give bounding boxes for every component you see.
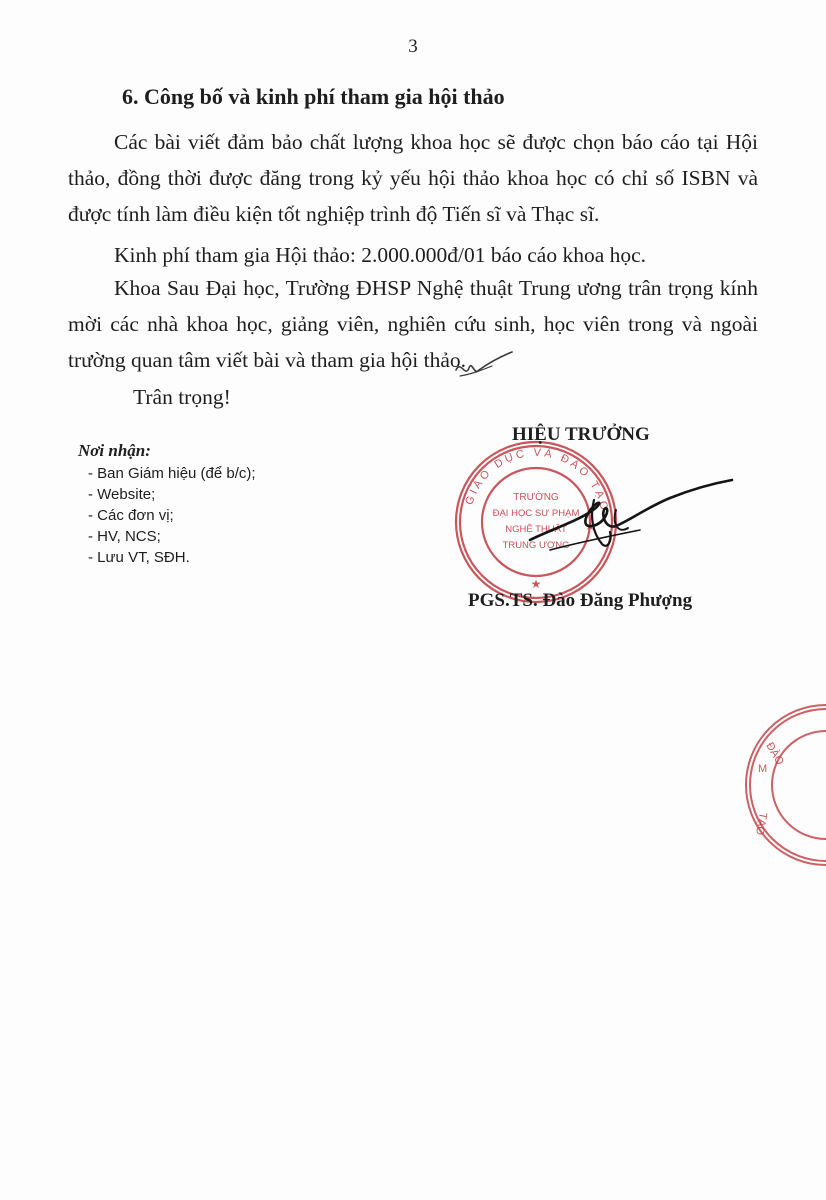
paragraph-fee — [68, 237, 758, 273]
recipient-item: - HV, NCS; — [88, 526, 256, 547]
recipient-item: - Các đơn vị; — [88, 505, 256, 526]
partial-stamp-text: M — [758, 763, 768, 775]
partial-stamp-edge — [720, 700, 826, 870]
paragraph-publication-text: Các bài viết đảm bảo chất lượng khoa học sẽ được chọn báo cáo tại Hội thảo, đồng thời được đăng trong kỷ yếu hội thảo khoa học có chỉ số ISBN và được tính làm điều kiện tốt nghiệp trình độ Tiến sĩ và Thạc sĩ. — [68, 130, 758, 226]
paragraph-publication — [68, 124, 758, 232]
recipients-title: Nơi nhận: — [78, 441, 151, 460]
stamp-ring-text: GIÁO DỤC VÀ ĐÀO TẠO — [463, 446, 611, 514]
paragraph-invitation — [68, 270, 758, 378]
recipients-list — [78, 463, 256, 568]
signer-name: PGS.TS. Đào Đăng Phượng — [468, 590, 693, 611]
handwritten-signature — [520, 470, 740, 580]
handwritten-initial-mark — [452, 348, 514, 382]
stamp-center-line: ĐẠI HỌC SƯ PHẠM — [492, 508, 580, 519]
stamp-center-line: NGHỆ THUẬT — [505, 524, 567, 535]
recipient-item: - Lưu VT, SĐH. — [88, 547, 256, 568]
signer-title: HIỆU TRƯỞNG — [512, 424, 650, 445]
recipient-item: - Ban Giám hiệu (để b/c); — [88, 463, 256, 484]
page-number: 3 — [408, 36, 418, 57]
recipient-item: - Website; — [88, 484, 256, 505]
recipients-block — [78, 440, 256, 568]
section-heading: 6. Công bố và kinh phí tham gia hội thảo — [122, 84, 505, 109]
paragraph-fee-text: Kinh phí tham gia Hội thảo: 2.000.000đ/01 báo cáo khoa học. — [114, 243, 647, 267]
stamp-center-line: TRƯỜNG — [513, 492, 559, 503]
stamp-center-line: TRUNG ƯƠNG — [502, 540, 570, 551]
svg-text:★: ★ — [530, 577, 542, 591]
svg-text:★: ★ — [584, 519, 596, 533]
partial-stamp-text: TẠO — [753, 811, 769, 836]
paragraph-invitation-text: Khoa Sau Đại học, Trường ĐHSP Nghệ thuật Trung ương trân trọng kính mời các nhà khoa học, giảng viên, nghiên cứu sinh, học viên trong và ngoài trường quan tâm viết bài và tham gia hội thảo. — [68, 276, 758, 372]
partial-stamp-text: ĐÀO — [763, 740, 786, 768]
closing-greeting: Trân trọng! — [133, 385, 231, 409]
